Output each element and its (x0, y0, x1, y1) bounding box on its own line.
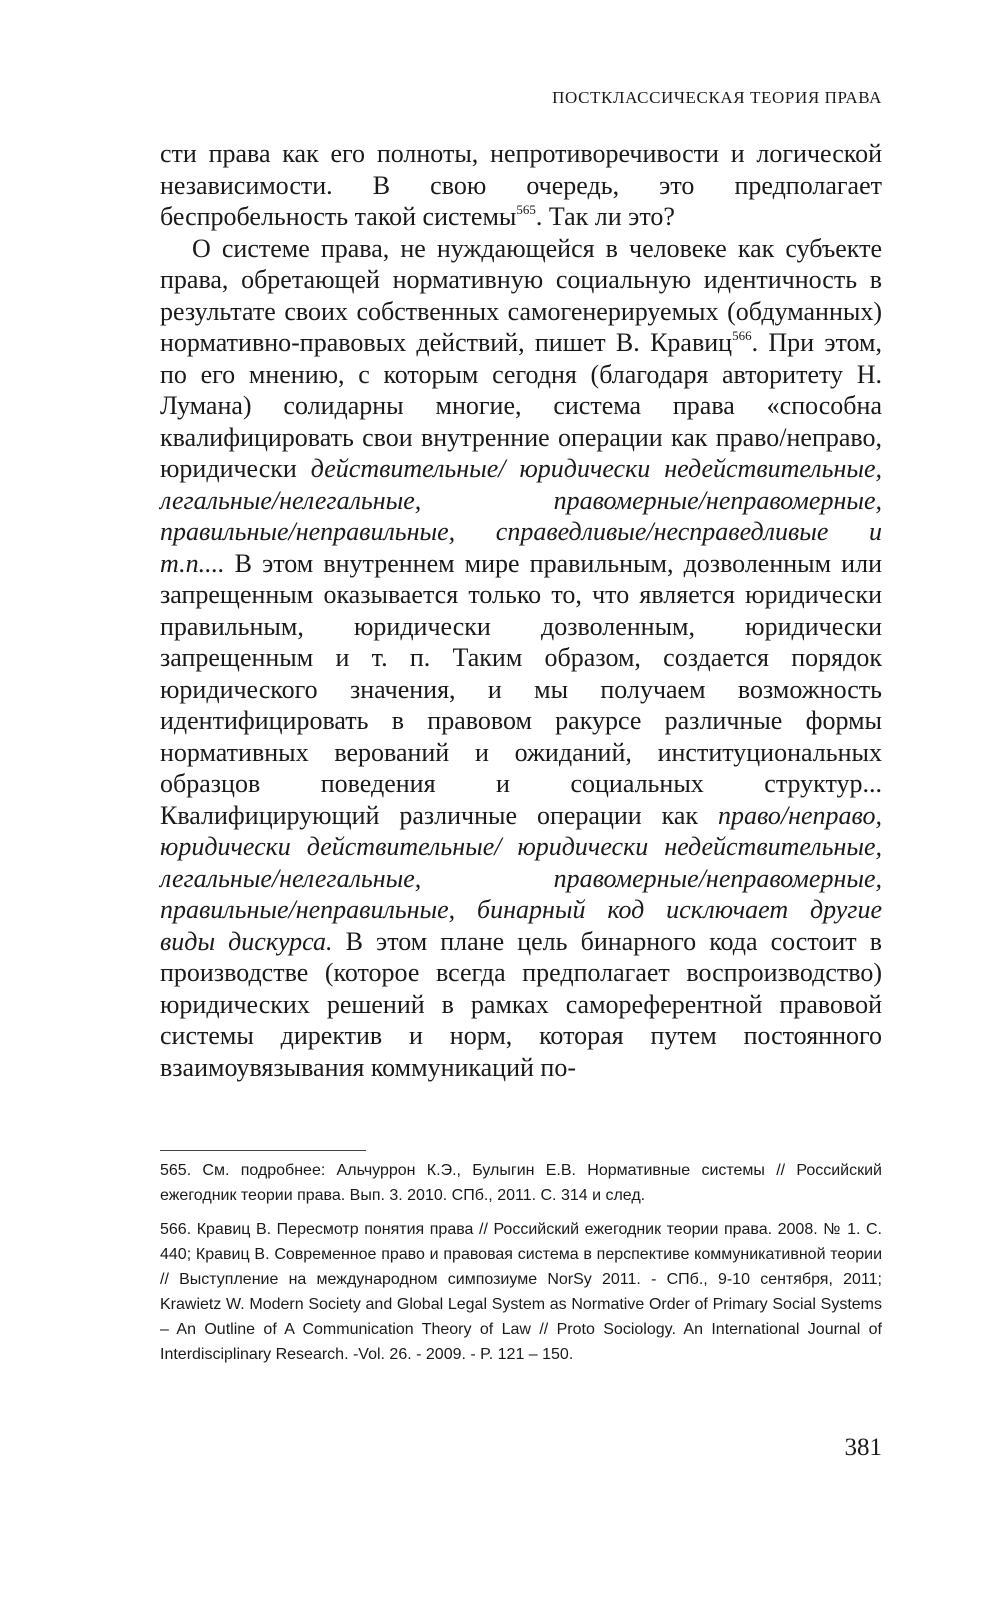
text-run: О системе права, не нуждающейся в человеке как субъекте права, обретающей нормативную социальную идентичность в результате своих собственных самогенерируемых (обдуманных) нормативно-правовых действий, пишет В. Кравиц (160, 233, 882, 357)
footnote-ref-565[interactable]: 565 (516, 202, 536, 217)
text-run: сти права как его полноты, непротиворечивости и логической независимости. В свою очередь, это предполагает беспробельность такой системы (160, 139, 882, 231)
main-text (160, 138, 882, 1083)
italic-quote: действительные/ юридически недействительные, легальные/нелегальные, правомерные/неправомерные, правильные/неправильные, справедливые/несправедливые и т.п.... (160, 454, 882, 578)
paragraph-continued (160, 138, 882, 233)
footnote-566: 566. Кравиц В. Пересмотр понятия права // Российский ежегодник теории права. 2008. № 1. С. 440; Кравиц В. Современное право и правовая система в перспективе коммуникативной теории // Выступление на международном симпозиуме NorSy 2011. - СПб., 9-10 сентября, 2011; Krawietz W. Modern Society and Global Legal System as Normative Order of Primary Social Systems – An Outline of A Communication Theory of Law // Proto Sociology. An International Journal of Interdisciplinary Research. -Vol. 26. - 2009. - P. 121 – 150. (160, 1221, 882, 1363)
book-page (160, 0, 882, 1600)
running-head: ПОСТКЛАССИЧЕСКАЯ ТЕОРИЯ ПРАВА (552, 88, 882, 107)
page-number: 381 (844, 1434, 882, 1461)
text-run: В этом внутреннем мире правильным, дозволенным или запрещенным оказывается только то, что является юридически правильным, юридически дозволенным, юридически запрещенным и т. п. Таким образом, создается порядок юридического значения, и мы получаем возможность идентифицировать в правовом ракурсе различные формы нормативных верований и ожиданий, институциональных образцов поведения и социальных структур... Квалифицирующий различные операции как (160, 548, 882, 830)
footnotes (160, 1158, 882, 1376)
footnote-separator (160, 1150, 366, 1151)
text-run: . Так ли это? (535, 202, 675, 231)
footnote-565: 565. См. подробнее: Альчуррон К.Э., Булыгин Е.В. Нормативные системы // Российский ежегодник теории права. Вып. 3. 2010. СПб., 2011. С. 314 и след. (160, 1162, 882, 1204)
text-run: В этом плане цель бинарного кода состоит в производстве (которое всегда предполагает воспроизводство) юридических решений в рамках самореферентной правовой системы директив и норм, которая путем постоянного взаимоувязывания коммуникаций по- (160, 926, 882, 1082)
italic-quote: право/неправо, юридически действительные/ юридически недействительные, легальные/нелегальные, правомерные/неправомерные, правильные/неправильные, бинарный код исключает другие виды дискурса. (160, 800, 882, 956)
paragraph-kravitz (160, 233, 882, 1084)
text-run: . При этом, по его мнению, с которым сегодня (благодаря авторитету Н. Лумана) солидарны многие, система права «способна квалифицировать свои внутренние операции как право/неправо, юридически (160, 328, 883, 483)
footnote-ref-566[interactable]: 566 (732, 328, 752, 343)
